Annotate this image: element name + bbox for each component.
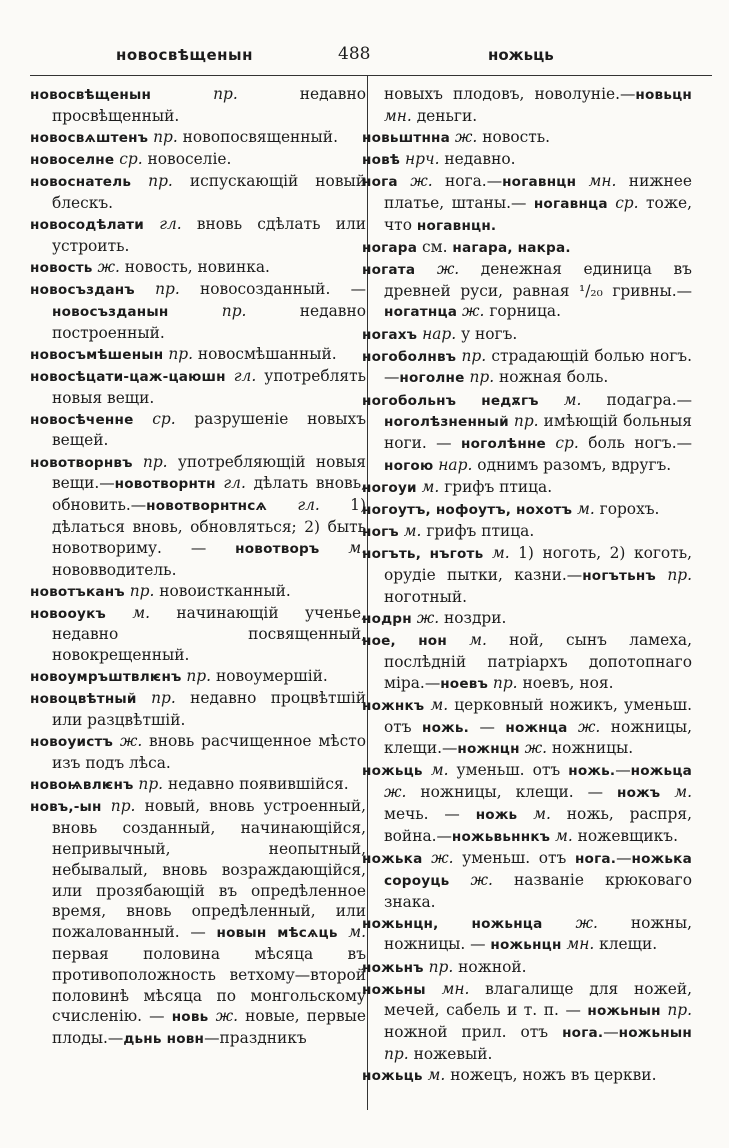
headword: ножьца xyxy=(630,763,692,780)
definition-text: однимъ разомъ, вдругъ. xyxy=(472,455,672,474)
grammar-label: ж. xyxy=(384,783,407,802)
dictionary-entry xyxy=(362,695,692,760)
grammar-label: пр. xyxy=(138,775,164,794)
grammar-label: ж. xyxy=(119,732,143,751)
definition-text: ной, сынъ ламеха, послѣдній патріархъ допотопнаго міра.— xyxy=(384,631,692,692)
grammar-label: ж. xyxy=(97,257,120,276)
dictionary-entry xyxy=(362,521,692,543)
grammar-label: ср. xyxy=(119,149,143,168)
grammar-label: ж. xyxy=(462,302,485,321)
grammar-label: м. xyxy=(132,603,150,622)
dictionary-entry xyxy=(30,409,366,452)
dictionary-entry xyxy=(30,366,366,409)
headword: новѣ xyxy=(362,151,401,168)
definition-text: употреблять новыя вещи. xyxy=(52,366,366,407)
grammar-label: ж. xyxy=(436,259,460,278)
grammar-label: пр. xyxy=(168,344,193,363)
headword: ножнца xyxy=(505,719,568,736)
definition-text: имѣющій больныя ноги. — xyxy=(384,412,692,453)
dictionary-entry xyxy=(362,957,692,979)
headword: ногавнцн. xyxy=(416,217,497,234)
headword: ножь. xyxy=(568,763,616,780)
definition-text: начинающій ученье, недавно посвященный, новокрещенный. xyxy=(52,603,366,665)
grammar-label: ж. xyxy=(575,913,598,932)
headword: ногоутъ, нофоутъ, нохотъ xyxy=(362,502,573,519)
headword: ноевъ xyxy=(440,675,488,692)
definition-text: —праздникъ xyxy=(204,1029,307,1048)
headword: новосѣцати-цаж-цаюшн xyxy=(30,368,226,385)
grammar-label: нар. xyxy=(438,455,473,474)
grammar-label: м. xyxy=(469,631,487,650)
headword: новотворнвъ xyxy=(30,454,133,471)
grammar-label: пр. xyxy=(151,689,176,708)
headword: новоцвѣтный xyxy=(30,691,137,708)
definition-text: новопосвященный. xyxy=(177,127,338,146)
grammar-label: м. xyxy=(563,390,582,409)
dictionary-entry xyxy=(362,84,692,127)
headword: ногахъ xyxy=(362,326,418,343)
headword: ножьць xyxy=(362,763,423,780)
headword: ногавнца xyxy=(533,195,608,212)
headword: ножьвьннкъ xyxy=(451,828,551,845)
grammar-label: гл. xyxy=(297,496,320,515)
dictionary-entry xyxy=(362,848,692,912)
headword: новосъмѣшенын xyxy=(30,346,164,363)
grammar-label: пр. xyxy=(153,127,178,146)
grammar-label: мн. xyxy=(566,935,595,954)
dictionary-entry xyxy=(30,344,366,366)
definition-text: — xyxy=(616,848,632,867)
definition-text: новость. xyxy=(477,127,551,146)
grammar-label: гл. xyxy=(223,474,246,493)
definition-text: подагра.— xyxy=(581,390,692,409)
grammar-label: пр. xyxy=(155,279,180,298)
grammar-label: м. xyxy=(674,783,692,802)
grammar-label: м. xyxy=(430,695,449,714)
grammar-label: ср. xyxy=(615,193,639,212)
definition-text: клещи. xyxy=(594,935,658,954)
definition-text: новость, новинка. xyxy=(119,257,270,276)
definition-text: тоже, что xyxy=(384,193,692,234)
definition-text: у ногъ. xyxy=(456,324,518,343)
headword: новотворнтн xyxy=(114,476,216,493)
headword: ногара xyxy=(362,239,418,256)
grammar-label: ср. xyxy=(555,434,579,453)
grammar-label: ж. xyxy=(524,739,547,758)
headword: ноголне xyxy=(399,370,465,387)
grammar-label: м. xyxy=(348,538,366,557)
grammar-label: ж. xyxy=(215,1007,238,1026)
grammar-label: пр. xyxy=(469,368,495,387)
definition-text: названіе крюковаго знака. xyxy=(384,870,692,911)
grammar-label: пр. xyxy=(186,667,212,686)
grammar-label: пр. xyxy=(213,85,238,103)
definition-text: ножная боль. xyxy=(494,368,609,387)
definition-text: ножевщикъ. xyxy=(572,826,678,845)
headword: ножьнъ xyxy=(362,959,424,976)
page-header xyxy=(30,40,710,70)
definition-text: недавно. xyxy=(439,149,516,168)
headword: новотворъ xyxy=(235,540,320,557)
dictionary-entry xyxy=(30,214,366,257)
definition-text: боль ногъ.— xyxy=(578,434,692,453)
grammar-label: мн. xyxy=(588,172,617,191)
headword: новосвѣщенын xyxy=(30,87,152,103)
definition-text: нововводитель. xyxy=(52,560,177,579)
grammar-label: пр. xyxy=(667,566,692,585)
grammar-label: мн. xyxy=(441,979,470,998)
headword: ножьнцн xyxy=(490,937,562,954)
grammar-label: пр. xyxy=(221,301,247,320)
grammar-label: гл. xyxy=(233,366,257,385)
grammar-label: м. xyxy=(533,805,551,824)
grammar-label: ср. xyxy=(152,409,176,428)
headword: новьцн xyxy=(635,87,692,103)
headword: ногата xyxy=(362,261,416,278)
definition-text: грифъ птица. xyxy=(421,522,535,541)
grammar-label: пр. xyxy=(492,673,518,692)
grammar-label: пр. xyxy=(384,1045,409,1063)
definition-text: новосмѣшанный. xyxy=(192,344,337,363)
definition-text: недавно просвѣщенный. xyxy=(52,85,366,125)
headword: ножька xyxy=(362,850,423,867)
headword: ноголѣзненный xyxy=(384,414,509,431)
dictionary-entry xyxy=(362,543,692,607)
headword: ножьны xyxy=(362,981,426,998)
dictionary-entry xyxy=(30,257,366,279)
definition-text: ножь, распря, война.— xyxy=(384,805,692,845)
definition-text: ножницы, клещи. — xyxy=(406,783,618,802)
dictionary-entry xyxy=(362,259,692,323)
definition-text: нога.— xyxy=(432,172,503,191)
definition-text: новосозданный. — xyxy=(179,279,366,298)
grammar-label: нар. xyxy=(422,324,457,343)
headword: ножъ xyxy=(617,785,661,802)
headword: нога. xyxy=(562,1025,604,1042)
dictionary-entry xyxy=(30,171,366,214)
headword: дьнь новн xyxy=(123,1031,205,1048)
definition-text: первая половина мѣсяца въ противоположность ветхому—второй половинѣ мѣсяца по монгольскому счисленію. — xyxy=(52,944,366,1026)
grammar-label: пр. xyxy=(428,957,454,976)
definition-text: влагалище для ножей, мечей, сабель и т. п. — xyxy=(384,979,692,1020)
headword: ное, нон xyxy=(362,633,447,650)
dictionary-entry xyxy=(30,452,366,581)
dictionary-entry xyxy=(30,581,366,603)
grammar-label: пр. xyxy=(461,346,487,365)
page-number: 488 xyxy=(338,44,371,64)
dictionary-entry xyxy=(30,796,366,1050)
definition-text: ножевый. xyxy=(408,1045,493,1063)
headword: ножь xyxy=(475,807,518,824)
definition-text: новый, вновь устроенный, вновь созданный, начинающійся, непривычный, неопытный, небывалый, вновь возраждающійся, или прозябающій въ опредѣленное время, вновь опредѣленный, или пожалованный. — xyxy=(52,797,366,942)
definition-text: горница. xyxy=(484,302,561,321)
grammar-label: гл. xyxy=(159,214,182,233)
headword: ногобольнъ недѫгъ xyxy=(362,392,539,409)
definition-text: страдающій болью ногъ.— xyxy=(384,346,692,387)
dictionary-entry xyxy=(362,237,692,259)
grammar-label: пр. xyxy=(129,581,155,600)
grammar-label: ж. xyxy=(416,608,440,627)
grammar-label: нрч. xyxy=(405,149,440,168)
grammar-label: ж. xyxy=(577,717,601,736)
dictionary-entry xyxy=(30,731,366,774)
grammar-label: м. xyxy=(430,761,449,780)
headword: новосѣченне xyxy=(30,411,134,428)
definition-text: уменьш. отъ xyxy=(448,761,569,780)
dictionary-entry xyxy=(30,127,366,149)
grammar-label: м. xyxy=(348,923,366,942)
headword: новоуистъ xyxy=(30,734,114,751)
headword: ногъ xyxy=(362,524,399,541)
headword: ногавнцн xyxy=(502,174,577,191)
headword: новь xyxy=(171,1009,209,1026)
grammar-label: пр. xyxy=(513,412,539,431)
headword: новъ,-ын xyxy=(30,799,102,816)
grammar-label: ж. xyxy=(470,870,493,889)
headword: ножька сороуць xyxy=(384,850,692,889)
definition-text: новоумершій. xyxy=(211,667,328,686)
definition-text: испускающій новый блескъ. xyxy=(52,172,366,212)
grammar-label: пр. xyxy=(142,452,168,471)
headword: новоѩвлѥнъ xyxy=(30,777,134,794)
headword: ножьць xyxy=(362,1068,423,1085)
headword: новотворнтнсѧ xyxy=(146,498,268,515)
grammar-label: м. xyxy=(427,1066,446,1085)
grammar-label: ж. xyxy=(410,172,433,191)
headword: ногътьнъ xyxy=(582,568,656,585)
definition-text: недавно появившійся. xyxy=(163,775,349,794)
definition-text: нижнее платье, штаны.— xyxy=(384,172,692,212)
headword: ногъть, нъготь xyxy=(362,546,484,563)
dictionary-entry xyxy=(362,630,692,694)
header-rule xyxy=(30,75,712,76)
definition-text: вновь сдѣлать или устроить. xyxy=(52,214,366,255)
dictionary-entry xyxy=(362,390,692,477)
grammar-label: м. xyxy=(577,500,595,519)
definition-text: ножницы, клещи.— xyxy=(384,717,692,758)
definition-text: ножной. xyxy=(453,957,527,976)
headword: нагара, накра. xyxy=(452,239,571,256)
dictionary-entry xyxy=(362,979,692,1065)
definition-text: ножецъ, ножъ въ церкви. xyxy=(445,1066,657,1085)
definition-text: горохъ. xyxy=(594,500,660,519)
grammar-label: ж. xyxy=(454,127,478,146)
grammar-label: мн. xyxy=(384,106,412,125)
dictionary-entry xyxy=(362,127,692,149)
headword: новоснатель xyxy=(30,174,132,191)
dictionary-entry xyxy=(362,346,692,390)
grammar-label: пр. xyxy=(667,1001,692,1020)
headword: новьштнна xyxy=(362,129,451,146)
definition-text: ножницы. xyxy=(546,739,634,758)
headword: ногою xyxy=(384,457,434,474)
definition-text: мечь. — xyxy=(384,805,476,824)
left-column xyxy=(30,84,366,1050)
headword: новотъканъ xyxy=(30,583,125,600)
dictionary-entry xyxy=(30,688,366,731)
dictionary-entry xyxy=(362,324,692,346)
definition-text: разрушеніе новыхъ вещей. xyxy=(52,409,366,450)
headword: новоумръштвлѥнъ xyxy=(30,669,182,686)
headword: ножь. xyxy=(422,719,470,736)
grammar-label: ж. xyxy=(431,848,454,867)
grammar-label: пр. xyxy=(148,172,173,191)
definition-text: 1) дѣлаться вновь, обновляться; 2) быть новотвориму. — xyxy=(52,496,366,557)
definition-text: грифъ птица. xyxy=(439,478,553,497)
headword: ноголѣнне xyxy=(461,436,546,453)
definition-text: 1) ноготь, 2) коготь, орудіе пытки, казни.— xyxy=(384,544,692,585)
definition-text: вновь расчищенное мѣсто изъ подъ лѣса. xyxy=(52,732,366,773)
grammar-label: м. xyxy=(421,478,440,497)
definition-text: новые, первые плоды.— xyxy=(52,1007,366,1048)
dictionary-entry xyxy=(362,171,692,236)
headword: новость xyxy=(30,259,93,276)
grammar-label: м. xyxy=(555,826,573,845)
headword: ножнкъ xyxy=(362,697,425,714)
definition-text: недавно построенный. xyxy=(52,301,366,342)
dictionary-entry xyxy=(362,477,692,499)
headword: новосъзданъ xyxy=(30,281,135,298)
definition-text: церковный ножикъ, уменьш. отъ xyxy=(384,695,692,736)
definition-text: денежная единица въ древней руси, равная ¹/₂₀ гривны.— xyxy=(384,259,692,300)
definition-text: дѣлать вновь, обновить.— xyxy=(52,474,366,515)
running-head-left: новосвѣщенын xyxy=(116,46,253,64)
headword: ногоболнвъ xyxy=(362,348,457,365)
dictionary-entry xyxy=(30,149,366,171)
grammar-label: м. xyxy=(403,522,422,541)
dictionary-entry xyxy=(362,913,692,957)
dictionary-entry xyxy=(362,608,692,630)
definition-text: — xyxy=(603,1023,619,1042)
headword: ногоуи xyxy=(362,480,417,497)
headword: новосъзданын xyxy=(52,303,169,320)
running-head-right: ножьць xyxy=(488,46,554,64)
headword: новосвѧштенъ xyxy=(30,129,149,146)
definition-text: ноздри. xyxy=(439,608,507,627)
definition-text: см. xyxy=(417,237,453,256)
definition-text: — xyxy=(615,761,631,780)
dictionary-entry xyxy=(30,774,366,796)
definition-text: деньги. xyxy=(411,106,478,125)
definition-text: новоселіе. xyxy=(142,149,232,168)
headword: новосодѣлати xyxy=(30,216,144,233)
headword: ногатнца xyxy=(384,304,458,321)
headword: новын мѣсѧць xyxy=(216,925,338,942)
dictionary-entry xyxy=(30,603,366,666)
definition-text: недавно процвѣтшій или разцвѣтшій. xyxy=(52,689,366,730)
definition-text: новоистканный. xyxy=(154,581,291,600)
dictionary-entry xyxy=(362,1065,692,1087)
headword: новооукъ xyxy=(30,605,106,622)
definition-text: ножной прил. отъ xyxy=(384,1023,563,1042)
grammar-label: пр. xyxy=(110,797,136,816)
definition-text: употребляющій новыя вещи.— xyxy=(52,452,366,493)
definition-text: уменьш. отъ xyxy=(453,848,575,867)
headword: ножьнын xyxy=(618,1025,692,1042)
definition-text: — xyxy=(469,717,506,736)
dictionary-entry xyxy=(362,149,692,171)
dictionary-entry xyxy=(362,760,692,847)
definition-text: ноевъ, ноя. xyxy=(517,673,614,692)
grammar-label: м. xyxy=(491,544,510,563)
definition-text: ножны, ножницы. — xyxy=(384,913,692,954)
headword: новоселне xyxy=(30,151,115,168)
definition-text: ноготный. xyxy=(384,587,468,606)
headword: нодрн xyxy=(362,610,412,627)
headword: ножнцн xyxy=(457,741,520,758)
headword: ножьнын xyxy=(587,1003,661,1020)
headword: нога xyxy=(362,174,398,191)
right-column xyxy=(358,84,692,1087)
dictionary-entry xyxy=(30,279,366,343)
definition-text: новыхъ плодовъ, новолуніе.— xyxy=(384,85,636,103)
headword: ножьнцн, ножьнца xyxy=(362,915,543,932)
headword: нога. xyxy=(574,850,617,867)
dictionary-entry xyxy=(30,666,366,688)
dictionary-entry xyxy=(362,499,692,521)
dictionary-entry xyxy=(30,84,366,127)
